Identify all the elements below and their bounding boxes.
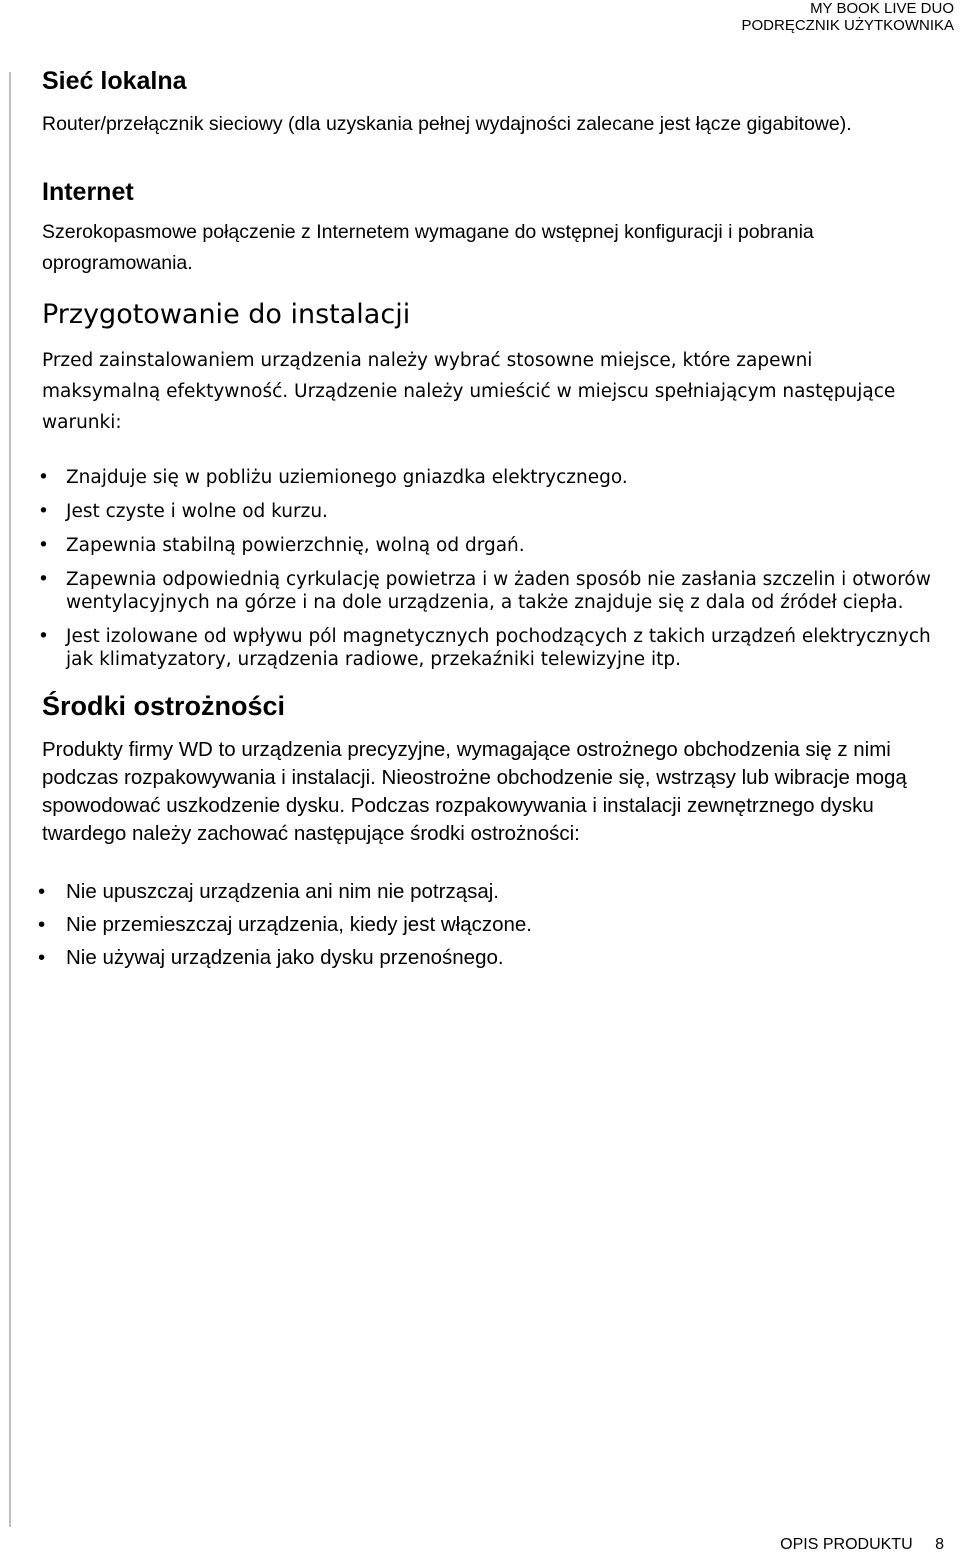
list-item: • Jest izolowane od wpływu pól magnetycznych pochodzących z takich urządzeń elektrycznych jak klimatyzatory, urządzenia radiowe, przekaźniki telewizyjne itp. [0, 625, 954, 671]
footer-section-name: OPIS PRODUKTU [780, 1536, 913, 1553]
heading-precautions: Środki ostrożności [42, 691, 286, 721]
margin-rule [9, 72, 11, 1527]
heading-lan: Sieć lokalna [42, 67, 187, 95]
paragraph-lan: Router/przełącznik sieciowy (dla uzyskania pełnej wydajności zalecane jest łącze gigabitowe). [42, 113, 852, 135]
paragraph-precautions: Produkty firmy WD to urządzenia precyzyjne, wymagające ostrożnego obchodzenia się z nimi podczas rozpakowywania i instalacji. Nieostrożne obchodzenie się, wstrząsy lub wibracje mogą spowodować uszkodzenie dysku. Podczas rozpakowywania i instalacji zewnętrznego dysku twardego należy zachować następujące środki ostrożności: [42, 738, 907, 845]
running-header [741, 0, 954, 34]
list-item: • Nie używaj urządzenia jako dysku przenośnego. [0, 944, 954, 972]
header-subtitle: PODRĘCZNIK UŻYTKOWNIKA [741, 17, 954, 34]
header-title: MY BOOK LIVE DUO [810, 0, 954, 17]
page-footer [780, 1536, 944, 1554]
heading-preparation: Przygotowanie do instalacji [42, 299, 411, 330]
list-item: • Jest czyste i wolne od kurzu. [0, 500, 954, 523]
list-item: • Zapewnia stabilną powierzchnię, wolną od drgań. [0, 534, 954, 557]
paragraph-preparation: Przed zainstalowaniem urządzenia należy wybrać stosowne miejsce, które zapewni maksymalną efektywność. Urządzenie należy umieścić w miejscu spełniającym następujące warunki: [42, 350, 896, 433]
list-item: • Nie upuszczaj urządzenia ani nim nie potrząsaj. [0, 878, 954, 906]
precautions-list [42, 878, 954, 972]
paragraph-internet: Szerokopasmowe połączenie z Internetem wymagane do wstępnej konfiguracji i pobrania oprogramowania. [42, 221, 814, 274]
page-content [42, 66, 954, 977]
list-item: • Zapewnia odpowiednią cyrkulację powietrza i w żaden sposób nie zasłania szczelin i otworów wentylacyjnych na górze i na dole urządzenia, a także znajduje się z dala od źródeł ciepła. [0, 568, 954, 614]
list-item: • Znajduje się w pobliżu uziemionego gniazdka elektrycznego. [0, 466, 954, 489]
page-number: 8 [935, 1536, 944, 1553]
heading-internet: Internet [42, 178, 134, 206]
list-item: • Nie przemieszczaj urządzenia, kiedy jest włączone. [0, 911, 954, 939]
preparation-list [42, 466, 954, 671]
